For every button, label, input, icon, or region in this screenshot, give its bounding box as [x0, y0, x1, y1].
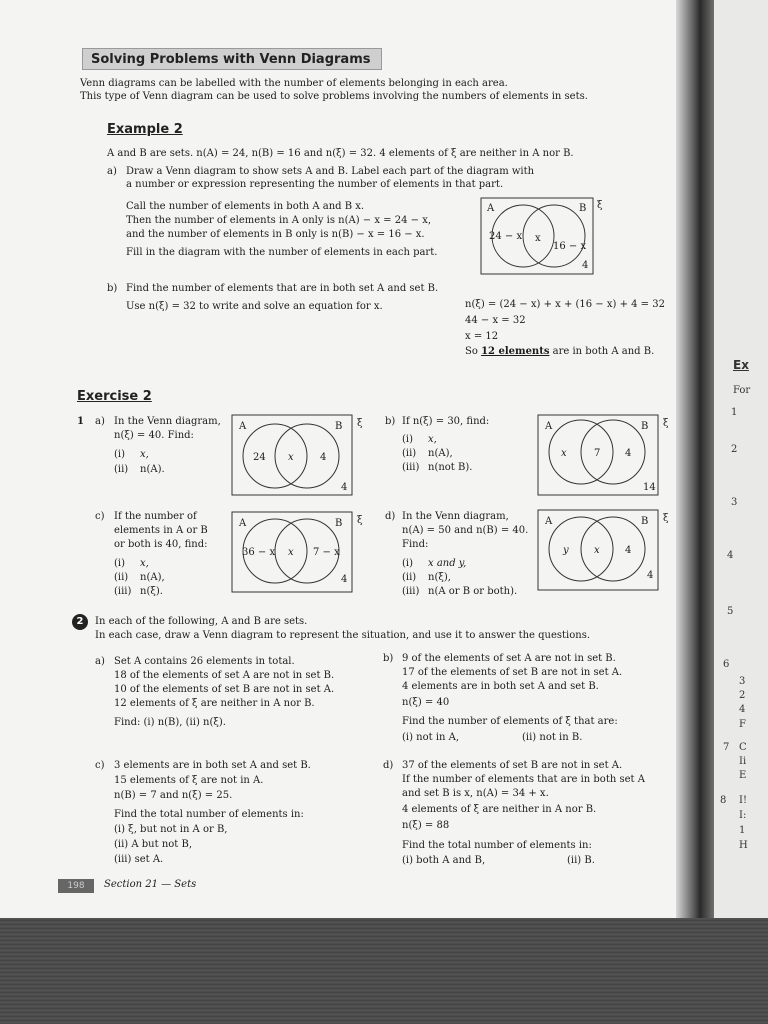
q1a-part-ii-label: (ii) [114, 464, 129, 475]
example-a-line1: Draw a Venn diagram to show sets A and B. Label each part of the diagram with [126, 166, 535, 177]
q2a-line1: Set A contains 26 elements in total. [114, 656, 295, 667]
svg-text:14: 14 [643, 482, 656, 493]
q1-number: 1 [77, 416, 84, 427]
q2c-line2: 15 elements of ξ are not in A. [114, 775, 264, 786]
svg-text:B: B [641, 516, 649, 527]
venn-label-b: B [579, 203, 587, 214]
q2d-line5: n(ξ) = 88 [402, 820, 450, 831]
q1c-part-iii-label: (iii) [114, 586, 132, 597]
svg-text:4: 4 [341, 482, 348, 493]
q1d-part-iii: n(A or B or both). [428, 586, 518, 597]
q1d-part-i: x and y, [428, 558, 467, 569]
example-a-sol2: Then the number of elements in A only is n(A) − x = 24 − x, [126, 215, 432, 226]
q2b-part-ii: (ii) not in B. [522, 732, 583, 743]
q2d-line6: Find the total number of elements in: [402, 840, 592, 851]
q1b-venn-diagram [537, 414, 677, 502]
svg-text:A: A [545, 516, 553, 527]
svg-text:x: x [561, 448, 567, 459]
example-a-sol4: Fill in the diagram with the number of elements in each part. [126, 247, 438, 258]
q2a-label: a) [95, 656, 105, 667]
example-heading: Example 2 [107, 122, 183, 137]
q2b-line1: 9 of the elements of set A are not in set B. [402, 653, 616, 664]
q1a-part-i: x, [140, 449, 149, 460]
q1c-line3: or both is 40, find: [114, 539, 208, 550]
venn-label-xi: ξ [597, 200, 603, 211]
venn-outside-region: 4 [582, 260, 589, 271]
q2c-line4: Find the total number of elements in: [114, 809, 304, 820]
example-b-sol2: 44 − x = 32 [465, 315, 526, 326]
svg-text:ξ: ξ [663, 418, 669, 429]
q2-line2: In each case, draw a Venn diagram to represent the situation, and use it to answer the questions. [95, 630, 591, 641]
q1b-part-i: x, [428, 434, 437, 445]
svg-text:7: 7 [594, 448, 601, 459]
q2a-line5: Find: (i) n(B), (ii) n(ξ). [114, 717, 226, 728]
q2d-line1: 37 of the elements of set B are not in set A. [402, 760, 623, 771]
example-a-line2: a number or expression representing the number of elements in that part. [126, 179, 504, 190]
q2b-part-i: (i) not in A, [402, 732, 460, 743]
q2c-part-ii: (ii) A but not B, [114, 839, 193, 850]
q2a-line4: 12 elements of ξ are neither in A nor B. [114, 698, 315, 709]
q1b-part-ii-label: (ii) [402, 448, 417, 459]
intro-line-1: Venn diagrams can be labelled with the number of elements belonging in each area. [80, 78, 508, 89]
page-title: Solving Problems with Venn Diagrams [82, 48, 382, 70]
svg-text:B: B [335, 421, 343, 432]
example-a-sol3: and the number of elements in B only is n(B) − x = 16 − x. [126, 229, 425, 240]
example-b-line2: Use n(ξ) = 32 to write and solve an equation for x. [126, 301, 383, 312]
q2b-label: b) [383, 653, 394, 664]
q1c-label: c) [95, 511, 105, 522]
section-footer: Section 21 — Sets [104, 879, 197, 890]
svg-text:x: x [288, 547, 294, 558]
example-a-label: a) [107, 166, 117, 177]
q1c-line1: If the number of [114, 511, 197, 522]
q1b-part-i-label: (i) [402, 434, 414, 445]
q2c-label: c) [95, 760, 105, 771]
q2a-line3: 10 of the elements of set B are not in set A. [114, 684, 335, 695]
q1a-line2: n(ξ) = 40. Find: [114, 430, 194, 441]
svg-text:B: B [641, 421, 649, 432]
scanner-background [0, 918, 768, 1024]
svg-text:ξ: ξ [663, 513, 669, 524]
svg-text:B: B [335, 518, 343, 529]
q1c-part-ii-label: (ii) [114, 572, 129, 583]
book-binding [676, 0, 716, 918]
q1a-line1: In the Venn diagram, [114, 416, 221, 427]
q1d-line2: n(A) = 50 and n(B) = 40. [402, 525, 529, 536]
svg-text:4: 4 [625, 545, 632, 556]
svg-text:x: x [594, 545, 600, 556]
q1d-venn-diagram [537, 509, 677, 597]
svg-text:4: 4 [647, 570, 654, 581]
svg-text:4: 4 [320, 452, 327, 463]
q2c-part-i: (i) ξ, but not in A or B, [114, 824, 228, 835]
q2d-label: d) [383, 760, 394, 771]
q1b-label: b) [385, 416, 396, 427]
svg-text:ξ: ξ [357, 515, 363, 526]
intro-line-2: This type of Venn diagram can be used to solve problems involving the numbers of elements in sets. [80, 91, 588, 102]
q2c-part-iii: (iii) set A. [114, 854, 164, 865]
q2c-line3: n(B) = 7 and n(ξ) = 25. [114, 790, 233, 801]
q1d-part-iii-label: (iii) [402, 586, 420, 597]
q2b-line4: n(ξ) = 40 [402, 697, 450, 708]
svg-text:4: 4 [625, 448, 632, 459]
q2-line1: In each of the following, A and B are sets. [95, 616, 308, 627]
q1a-part-ii: n(A). [140, 464, 165, 475]
q1a-part-i-label: (i) [114, 449, 126, 460]
q1d-line1: In the Venn diagram, [402, 511, 509, 522]
svg-text:36 − x: 36 − x [242, 547, 276, 558]
exercise-heading: Exercise 2 [77, 389, 152, 404]
q1d-part-ii-label: (ii) [402, 572, 417, 583]
venn-middle-region: x [535, 233, 541, 244]
q1b-line1: If n(ξ) = 30, find: [402, 416, 490, 427]
q1c-part-iii: n(ξ). [140, 586, 163, 597]
q1d-label: d) [385, 511, 396, 522]
q1c-line2: elements in A or B [114, 525, 208, 536]
q2d-line3: and set B is x, n(A) = 34 + x. [402, 788, 549, 799]
svg-text:7 − x: 7 − x [313, 547, 340, 558]
example-b-label: b) [107, 283, 118, 294]
example-b-sol4: So 12 elements are in both A and B. [465, 346, 655, 357]
q1d-part-ii: n(ξ), [428, 572, 451, 583]
q1b-part-iii-label: (iii) [402, 462, 420, 473]
q1c-part-i-label: (i) [114, 558, 126, 569]
svg-text:x: x [288, 452, 294, 463]
next-page-sub: For [733, 385, 751, 396]
svg-text:ξ: ξ [357, 418, 363, 429]
page-number: 198 [58, 879, 94, 893]
example-stem: A and B are sets. n(A) = 24, n(B) = 16 and n(ξ) = 32. 4 elements of ξ are neither in A nor B. [107, 148, 574, 159]
venn-left-region: 24 − x [489, 231, 523, 242]
svg-text:A: A [239, 518, 247, 529]
q2b-line3: 4 elements are in both set A and set B. [402, 681, 599, 692]
example-b-sol1: n(ξ) = (24 − x) + x + (16 − x) + 4 = 32 [465, 299, 665, 310]
q2d-line4: 4 elements of ξ are neither in A nor B. [402, 804, 597, 815]
q1a-venn-diagram [231, 414, 371, 502]
q1d-line3: Find: [402, 539, 429, 550]
example-a-sol1: Call the number of elements in both A and B x. [126, 201, 365, 212]
example-b-line1: Find the number of elements that are in both set A and set B. [126, 283, 439, 294]
q1b-part-ii: n(A), [428, 448, 453, 459]
q1a-label: a) [95, 416, 105, 427]
q2-number-badge: 2 [72, 614, 88, 630]
q1d-part-i-label: (i) [402, 558, 414, 569]
q1c-part-i: x, [140, 558, 149, 569]
q2a-line2: 18 of the elements of set A are not in set B. [114, 670, 335, 681]
q2d-part-i: (i) both A and B, [402, 855, 486, 866]
example-venn-diagram [480, 197, 610, 281]
q2b-line2: 17 of the elements of set B are not in set A. [402, 667, 623, 678]
example-b-sol3: x = 12 [465, 331, 499, 342]
q1c-venn-diagram [231, 511, 371, 599]
q2c-line1: 3 elements are in both set A and set B. [114, 760, 311, 771]
q2d-part-ii: (ii) B. [567, 855, 595, 866]
svg-text:A: A [239, 421, 247, 432]
venn-label-a: A [487, 203, 495, 214]
q1c-part-ii: n(A), [140, 572, 165, 583]
svg-text:24: 24 [253, 452, 266, 463]
next-page-heading: Ex [733, 358, 749, 372]
q2b-line5: Find the number of elements of ξ that are: [402, 716, 618, 727]
svg-text:4: 4 [341, 574, 348, 585]
svg-text:y: y [563, 545, 569, 556]
q2d-line2: If the number of elements that are in both set A [402, 774, 645, 785]
q1b-part-iii: n(not B). [428, 462, 473, 473]
venn-right-region: 16 − x [553, 241, 587, 252]
next-page-edge: Ex For 1 2 3 4 5 6 7 8 3 2 4 F C Ii E I! I: 1 H [714, 0, 768, 918]
svg-text:A: A [545, 421, 553, 432]
